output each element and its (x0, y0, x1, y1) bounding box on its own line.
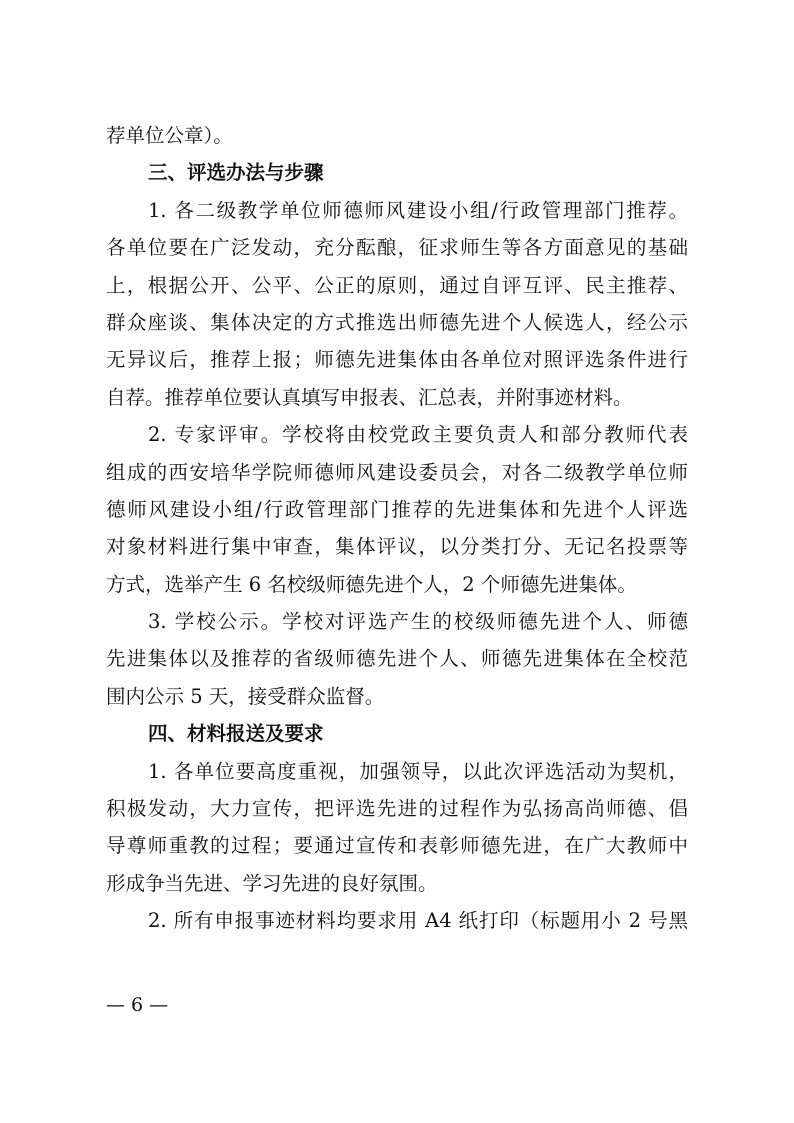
body-text (106, 117, 688, 940)
paragraph-line: 德师风建设小组/行政管理部门推荐的先进集体和先进个人评选 (106, 497, 688, 521)
paragraph-line: 无异议后，推荐上报；师德先进集体由各单位对照评选条件进行 (106, 348, 688, 372)
paragraph-line: 积极发动，大力宣传，把评选先进的过程作为弘扬高尚师德、倡 (106, 797, 688, 821)
paragraph-last-line: 荐单位公章）。 (106, 124, 233, 147)
paragraph-first-line: 2. 专家评审。学校将由校党政主要负责人和部分教师代表 (148, 423, 688, 447)
paragraph-first-line: 2. 所有申报事迹材料均要求用 A4 纸打印（标题用小 2 号黑 (148, 909, 688, 933)
section-heading: 三、评选办法与步骤 (148, 161, 324, 185)
paragraph-line: 组成的西安培华学院师德师风建设委员会，对各二级教学单位师 (106, 460, 688, 484)
paragraph-line: 群众座谈、集体决定的方式推选出师德先进个人候选人，经公示 (106, 310, 688, 334)
paragraph-line: 上，根据公开、公平、公正的原则，通过自评互评、民主推荐、 (106, 273, 688, 297)
paragraph-last-line: 围内公示 5 天，接受群众监督。 (106, 684, 385, 708)
paragraph-first-line: 1. 各二级教学单位师德师风建设小组/行政管理部门推荐。 (148, 198, 688, 222)
section-heading: 四、材料报送及要求 (148, 722, 324, 746)
paragraph-line: 对象材料进行集中审查，集体评议，以分类打分、无记名投票等 (106, 535, 688, 559)
paragraph-first-line: 3. 学校公示。学校对评选产生的校级师德先进个人、师德 (148, 610, 688, 634)
paragraph-line: 先进集体以及推荐的省级师德先进个人、师德先进集体在全校范 (106, 647, 688, 671)
paragraph-last-line: 方式，选举产生 6 名校级师德先进个人，2 个师德先进集体。 (106, 572, 637, 596)
paragraph-line: 各单位要在广泛发动，充分酝酿，征求师生等各方面意见的基础 (106, 236, 688, 260)
page-number: — 6 — (106, 994, 169, 1016)
paragraph-first-line: 1. 各单位要高度重视，加强领导，以此次评选活动为契机， (148, 759, 688, 783)
paragraph-last-line: 形成争当先进、学习先进的良好氛围。 (106, 871, 438, 895)
paragraph-last-line: 自荐。推荐单位要认真填写申报表、汇总表，并附事迹材料。 (106, 385, 633, 409)
paragraph-line: 导尊师重教的过程；要通过宣传和表彰师德先进，在广大教师中 (106, 834, 688, 858)
